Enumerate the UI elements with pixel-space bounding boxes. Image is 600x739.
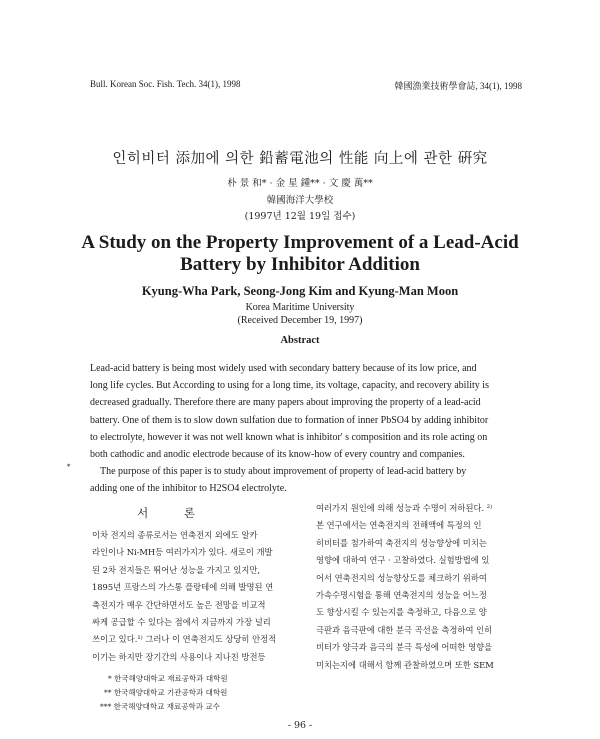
body-line: 영향에 대하여 연구 · 고찰하였다. 실험방법에 있 <box>316 555 490 566</box>
body-line: 라인이나 Ni-MH등 여러가지가 있다. 새로이 개발 <box>92 547 273 558</box>
footnote: *** 한국해양대학교 재료공학과 교수 <box>100 702 220 711</box>
body-line: 도 향상시킬 수 있는지를 측정하고, 다음으로 양 <box>316 607 487 618</box>
margin-mark: * <box>67 463 71 471</box>
footnote: ** 한국해양대학교 기관공학과 대학원 <box>104 688 228 697</box>
abstract-line: battery. One of them is to slow down sulfation due to formation of inner PbSO4 by adding inhibitor <box>90 414 489 426</box>
body-line: 여러가지 원인에 의해 성능과 수명이 저하된다. ²⁾ <box>316 503 493 513</box>
intro-column-left <box>92 527 302 666</box>
journal-citation-right: 韓國漁業技術學會誌, 34(1), 1998 <box>394 81 522 91</box>
abstract-line: adding one of the inhibitor to H2SO4 electrolyte. <box>90 483 287 495</box>
body-line: 본 연구에서는 연축전지의 전해액에 특정의 인 <box>316 520 482 531</box>
body-line: 가속수명시험을 통해 연축전지의 성능을 어느정 <box>316 590 487 601</box>
abstract-line: long life cycles. But According to using for a long time, its voltage, capacity, and recovery ability is <box>90 380 489 392</box>
footnote: * 한국해양대학교 재료공학과 대학원 <box>108 674 228 683</box>
english-affiliation: Korea Maritime University <box>245 302 355 313</box>
body-line: 미치는지에 대해서 함께 관찰하였으며 또한 SEM <box>316 659 494 670</box>
abstract-line: Lead-acid battery is being most widely used with secondary battery because of its low price, and <box>90 363 477 374</box>
english-title-line: A Study on the Property Improvement of a Lead-Acid <box>81 232 519 253</box>
body-line: 축전지가 매우 간단하면서도 높은 전망을 비교적 <box>92 599 266 610</box>
abstract-paragraph-2 <box>90 463 522 497</box>
body-line: 1895년 프랑스의 가스통 플랑테에 의해 발명된 연 <box>92 582 274 593</box>
korean-authors: 朴 景 和* · 金 星 鍾** · 文 慶 萬** <box>227 178 373 189</box>
abstract-heading: Abstract <box>280 335 320 346</box>
body-line: 쓰이고 있다.¹⁾ 그러나 이 연축전지도 상당히 안정적 <box>92 634 277 645</box>
english-authors: Kyung-Wha Park, Seong-Jong Kim and Kyung-Man Moon <box>141 284 459 298</box>
body-line: 비터가 양극과 음극의 분극 특성에 어떠한 영향을 <box>316 642 493 653</box>
english-received-date: (Received December 19, 1997) <box>237 315 363 326</box>
body-line: 극판과 음극판에 대한 분극 곡선을 측정하여 인히 <box>316 624 493 635</box>
page-number: - 96 - <box>287 720 313 731</box>
korean-received-date: (1997년 12월 19일 접수) <box>244 211 356 222</box>
abstract-line: decreased gradually. Therefore there are many papers about improving the property of a lead-acid <box>90 397 481 409</box>
body-line: 이차 전지의 종류로서는 연축전지 외에도 알카 <box>92 530 258 540</box>
abstract-line: both cathodic and anodic electrode because of its know-how of every country and companies. <box>90 449 465 461</box>
body-line: 이기는 하지만 장기간의 사용이나 지나친 방전등 <box>92 651 266 662</box>
intro-column-right <box>316 500 528 674</box>
abstract-line: The purpose of this paper is to study about improvement of property of lead-acid battery by <box>100 466 467 477</box>
english-title-line: Battery by Inhibitor Addition <box>180 254 420 275</box>
korean-affiliation: 韓國海洋大學校 <box>266 195 334 206</box>
section-heading-introduction: 서 론 <box>137 506 211 520</box>
korean-title: 인히비터 添加에 의한 鉛蓄電池의 性能 向上에 관한 硏究 <box>112 151 488 167</box>
journal-citation-left: Bull. Korean Soc. Fish. Tech. 34(1), 1998 <box>90 79 241 89</box>
body-line: 된 2차 전지들은 뛰어난 성능을 가지고 있지만, <box>92 564 261 575</box>
body-line: 싸게 공급할 수 있다는 점에서 지금까지 가장 널리 <box>92 617 271 628</box>
abstract-line: to electrolyte, however it was not well known what is inhibitor' s composition and its role acting on <box>90 431 488 443</box>
body-line: 어서 연축전지의 성능향상도를 체크하기 위하여 <box>316 572 487 583</box>
body-line: 히비터를 첨가하여 축전지의 성능향상에 미치는 <box>316 537 487 548</box>
english-title <box>0 232 600 276</box>
abstract-paragraph-1 <box>90 360 522 463</box>
